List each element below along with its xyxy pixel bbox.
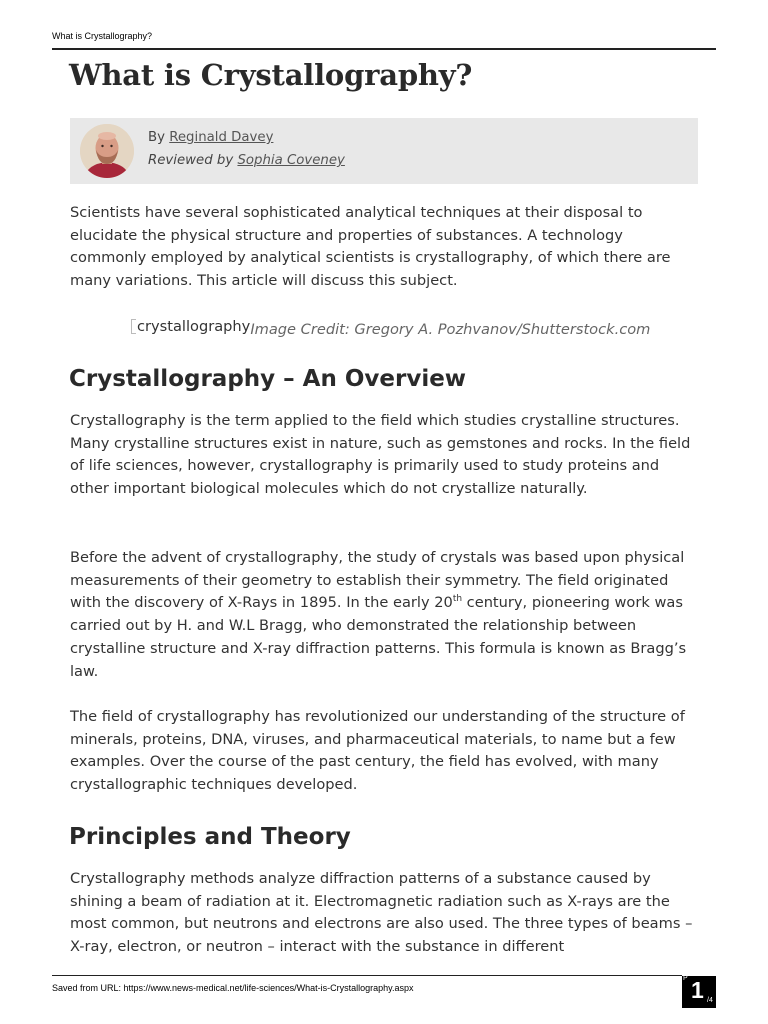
image-credit: Image Credit: Gregory A. Pozhvanov/Shutterstock.com: [250, 321, 651, 338]
author-avatar: [80, 124, 134, 178]
broken-image-icon: [131, 319, 136, 334]
page-total: /4: [707, 997, 713, 1004]
reviewer-link[interactable]: Sophia Coveney: [237, 153, 345, 168]
reviewer-line: [148, 153, 345, 168]
saved-from-url: Saved from URL: https://www.news-medical.net/life-sciences/What-is-Crystallography.aspx: [52, 983, 414, 993]
intro-paragraph: Scientists have several sophisticated analytical techniques at their disposal to elucidate the physical structure and properties of substances. A technology commonly employed by analytical scientists is crystallography, of which there are many variations. This article will discuss this subject.: [70, 204, 671, 290]
overview-paragraph-2: [70, 547, 700, 683]
section-heading-principles: Principles and Theory: [69, 824, 351, 850]
image-alt-text: crystallography: [137, 318, 251, 335]
overview-paragraph-1: Crystallography is the term applied to the field which studies crystalline structures. Many crystalline structures exist in nature, such as gemstones and rocks. In the field of life sciences, however, crystallography is primarily used to study proteins and other important biological molecules which do not crystallize naturally.: [70, 412, 691, 498]
section-heading-overview: Crystallography – An Overview: [69, 366, 467, 392]
principles-paragraph-1: Crystallography methods analyze diffraction patterns of a substance caused by shining a beam of radiation at it. Electromagnetic radiation such as X-rays are the most common, but neutrons and electrons are also used. The three types of beams – X-ray, electron, or neutron – interact with the substance in different: [70, 870, 693, 956]
article-image-block: [131, 316, 650, 341]
page-number: 1: [691, 977, 704, 1003]
page-prefix: P: [683, 975, 688, 982]
header-rule: [52, 48, 716, 50]
broken-image-placeholder: [131, 316, 250, 338]
overview-paragraph-2-text-b: century, pioneering work was carried out by H. and W.L Bragg, who demonstrated the relationship between crystalline structure and X-ray diffraction patterns. This formula is known as Bragg’s law.: [70, 594, 687, 680]
footer-rule: [52, 975, 682, 976]
overview-paragraph-3: The field of crystallography has revolutionized our understanding of the structure of minerals, proteins, DNA, viruses, and pharmaceutical materials, to name but a few examples. Over the course of the past century, the field has evolved, with many crystallographic techniques developed.: [70, 708, 685, 794]
article-title: What is Crystallography?: [69, 58, 473, 92]
author-line: [148, 130, 273, 145]
overview-paragraph-2-text-a: Before the advent of crystallography, the study of crystals was based upon physical measurements of their geometry to establish their symmetry. The field originated with the discovery of X-Rays in 1895. In the early 20: [70, 549, 685, 612]
running-header-title: What is Crystallography?: [52, 31, 153, 41]
superscript-th: th: [452, 593, 463, 604]
reviewed-by-label: Reviewed by: [148, 153, 234, 168]
page-number-badge: [682, 976, 716, 1008]
byline-box: [70, 118, 698, 184]
by-label: By: [148, 130, 165, 145]
author-link[interactable]: Reginald Davey: [169, 130, 274, 145]
